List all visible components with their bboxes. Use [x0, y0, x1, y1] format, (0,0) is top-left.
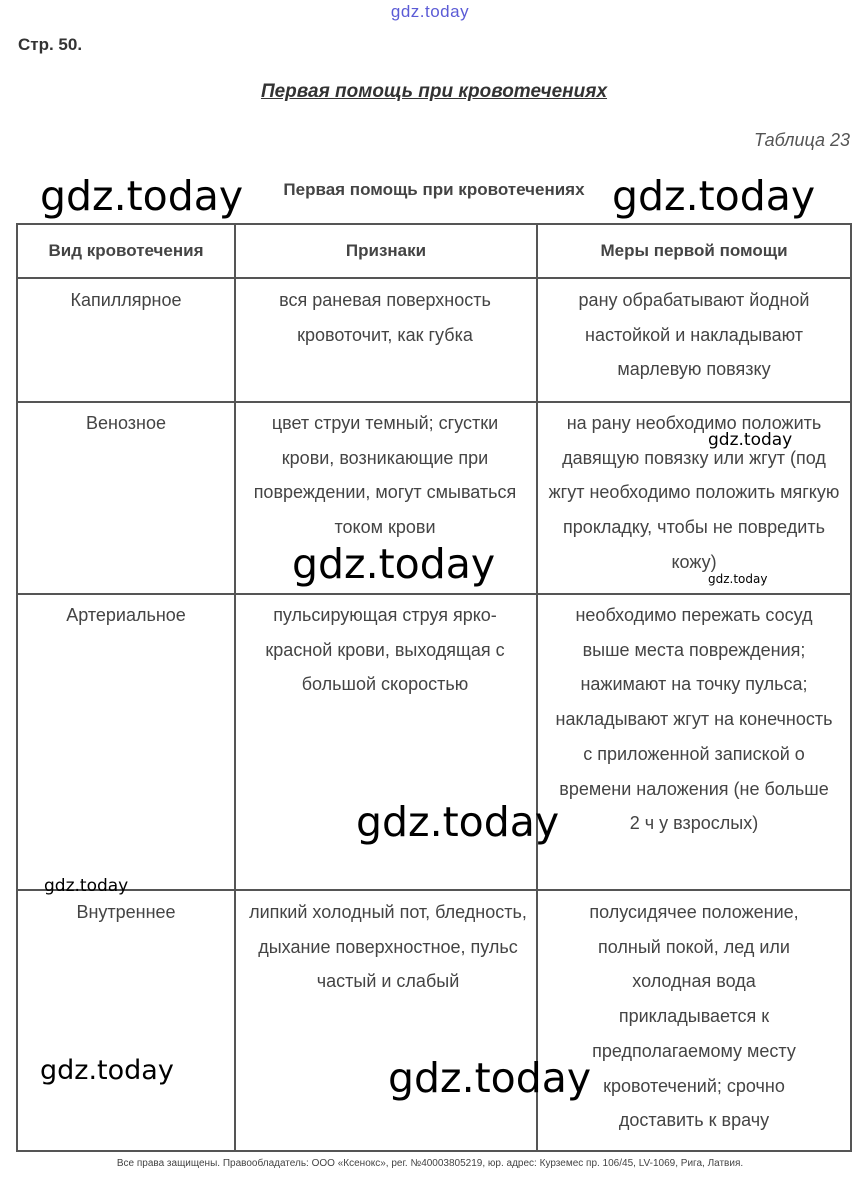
- table-number: Таблица 23: [753, 130, 850, 150]
- table-row-type: Артериальное: [66, 605, 186, 625]
- watermark: gdz.today: [40, 172, 244, 220]
- watermark: gdz.today: [708, 430, 793, 450]
- watermark: gdz.today: [292, 540, 496, 588]
- table-row-aid: необходимо пережать сосуд выше места повреждения; нажимают на точку пульса; накладывают жгут на конечность с приложенной запиской о времени наложения (не больше 2 ч у взрослых): [555, 605, 833, 834]
- watermark: gdz.today: [44, 876, 129, 896]
- column-header-aid: Меры первой помощи: [600, 240, 788, 260]
- table-row-type: Внутреннее: [76, 902, 176, 922]
- watermark: gdz.today: [356, 798, 560, 846]
- watermark: gdz.today: [40, 1055, 174, 1086]
- page-number: Стр. 50.: [18, 35, 83, 54]
- watermark: gdz.today: [708, 572, 768, 586]
- table-row-signs: липкий холодный пот, бледность, дыхание поверхностное, пульс частый и слабый: [249, 902, 527, 992]
- column-header-signs: Признаки: [345, 240, 427, 260]
- table-caption: Первая помощь при кровотечениях: [283, 180, 585, 199]
- table-row-type: Капиллярное: [70, 290, 182, 310]
- table-row-aid: рану обрабатывают йодной настойкой и накладывают марлевую повязку: [578, 290, 810, 380]
- table-row-aid: на рану необходимо положить давящую повязку или жгут (под жгут необходимо положить мягкую прокладку, чтобы не повредить кожу): [548, 413, 840, 572]
- table-row-signs: цвет струи темный; сгустки крови, возникающие при повреждении, могут смываться током крови: [253, 413, 517, 538]
- table-row-type: Венозное: [86, 413, 166, 433]
- watermark-top: gdz.today: [390, 2, 470, 21]
- page-title: Первая помощь при кровотечениях: [260, 81, 608, 102]
- column-header-type: Вид кровотечения: [48, 240, 204, 260]
- watermark: gdz.today: [612, 172, 816, 220]
- table-row-aid: полусидячее положение, полный покой, лед или холодная вода прикладывается к предполагаемому месту кровотечений; срочно доставить к врачу: [589, 902, 799, 1131]
- table-row-signs: вся раневая поверхность кровоточит, как губка: [279, 290, 491, 345]
- table-row-signs: пульсирующая струя ярко-красной крови, выходящая с большой скоростью: [265, 605, 505, 695]
- copyright-footer: Все права защищены. Правообладатель: ООО «Ксенокс», рег. №40003805219, юр. адрес: Курземес пр. 106/45, LV-1069, Рига, Латвия.: [116, 1158, 744, 1169]
- watermark: gdz.today: [388, 1054, 592, 1102]
